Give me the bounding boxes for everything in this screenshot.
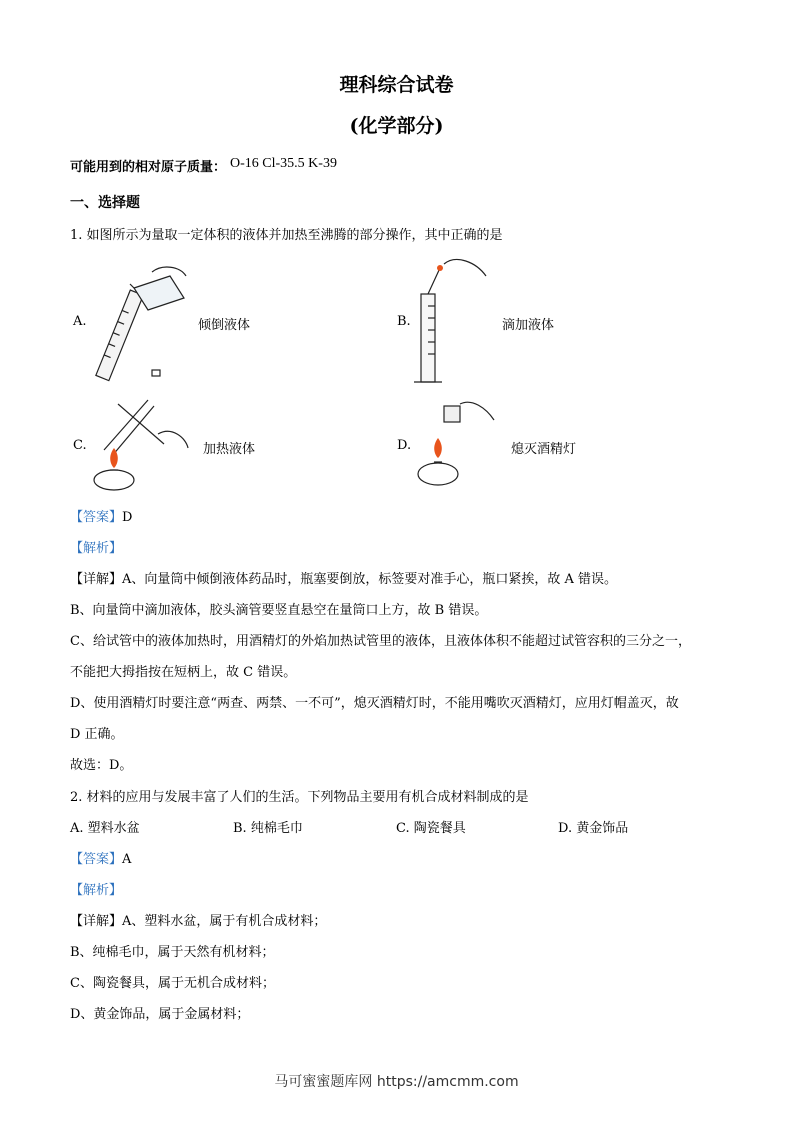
atomic-mass-label: 可能用到的相对原子质量： — [70, 160, 227, 175]
q2-detail-d: D、黄金饰品，属于金属材料； — [70, 1007, 250, 1022]
q1-choose: 故选：D。 — [70, 758, 133, 773]
q1-option-c-letter: C. — [73, 438, 87, 453]
q1-option-a-caption: 倾倒液体 — [198, 318, 251, 333]
q1-option-c-caption: 加热液体 — [203, 442, 256, 457]
detail-tag: 【详解】 — [70, 914, 123, 929]
q2-option-d: D. 黄金饰品 — [558, 821, 629, 836]
footer-watermark-link[interactable]: 马可蜜蜜题库网 https://amcmm.com — [274, 1074, 519, 1090]
section-heading: 一、选择题 — [70, 195, 140, 211]
bottle-stopper — [152, 370, 160, 376]
heating-figure — [88, 390, 198, 498]
atomic-mass-values: O-16 Cl-35.5 K-39 — [230, 156, 337, 171]
q1-option-a-letter: A. — [73, 314, 87, 329]
q1-option-b-letter: B. — [397, 314, 411, 329]
q1-option-d-caption: 熄灭酒精灯 — [511, 442, 577, 457]
q2-answer — [70, 848, 131, 867]
q2-answer-value: A — [122, 852, 132, 867]
answer-tag: 【答案】 — [70, 510, 123, 525]
q1-analysis-tag: 【解析】 — [70, 541, 123, 556]
page-title: 理科综合试卷 — [339, 74, 454, 96]
q2-detail-b: B、纯棉毛巾，属于天然有机材料； — [70, 945, 275, 960]
q2-detail-a: 【详解】A、塑料水盆，属于有机合成材料； — [70, 914, 327, 929]
atomic-mass-line — [70, 156, 337, 176]
q1-detail-a: 【详解】A、向量筒中倾倒液体药品时，瓶塞要倒放，标签要对准手心，瓶口紧挨，故 A 错误。 — [70, 572, 618, 587]
q2-option-b: B. 纯棉毛巾 — [233, 821, 303, 836]
q1-option-d-letter: D. — [397, 438, 412, 453]
dropper-figure — [412, 254, 492, 388]
q2-stem: 2. 材料的应用与发展丰富了人们的生活。下列物品主要用有机合成材料制成的是 — [70, 790, 529, 805]
extinguish-lamp-figure — [414, 396, 504, 494]
q1-option-b-caption: 滴加液体 — [502, 318, 555, 333]
answer-tag: 【答案】 — [70, 852, 123, 867]
page-subtitle: (化学部分) — [349, 115, 444, 137]
q1-detail-d1: D、使用酒精灯时要注意“两查、两禁、一不可”，熄灭酒精灯时，不能用嘴吹灭酒精灯，应用灯帽盖灭，故 — [70, 696, 679, 711]
q2-analysis-tag: 【解析】 — [70, 883, 123, 898]
q2-option-c: C. 陶瓷餐具 — [396, 821, 466, 836]
q1-detail-b: B、向量筒中滴加液体，胶头滴管要竖直悬空在量筒口上方，故 B 错误。 — [70, 603, 488, 618]
detail-tag: 【详解】 — [70, 572, 123, 587]
q1-detail-d2: D 正确。 — [70, 727, 124, 742]
pour-liquid-figure — [92, 262, 192, 382]
q1-stem: 1. 如图所示为量取一定体积的液体并加热至沸腾的部分操作，其中正确的是 — [70, 228, 503, 243]
q1-detail-c1: C、给试管中的液体加热时，用酒精灯的外焰加热试管里的液体，且液体体积不能超过试管容积的三分之一， — [70, 634, 691, 649]
q1-detail-c2: 不能把大拇指按在短柄上，故 C 错误。 — [70, 665, 297, 680]
q2-detail-c: C、陶瓷餐具，属于无机合成材料； — [70, 976, 275, 991]
q1-answer — [70, 506, 132, 525]
q2-option-a: A. 塑料水盆 — [70, 821, 140, 836]
q1-answer-value: D — [122, 510, 133, 525]
